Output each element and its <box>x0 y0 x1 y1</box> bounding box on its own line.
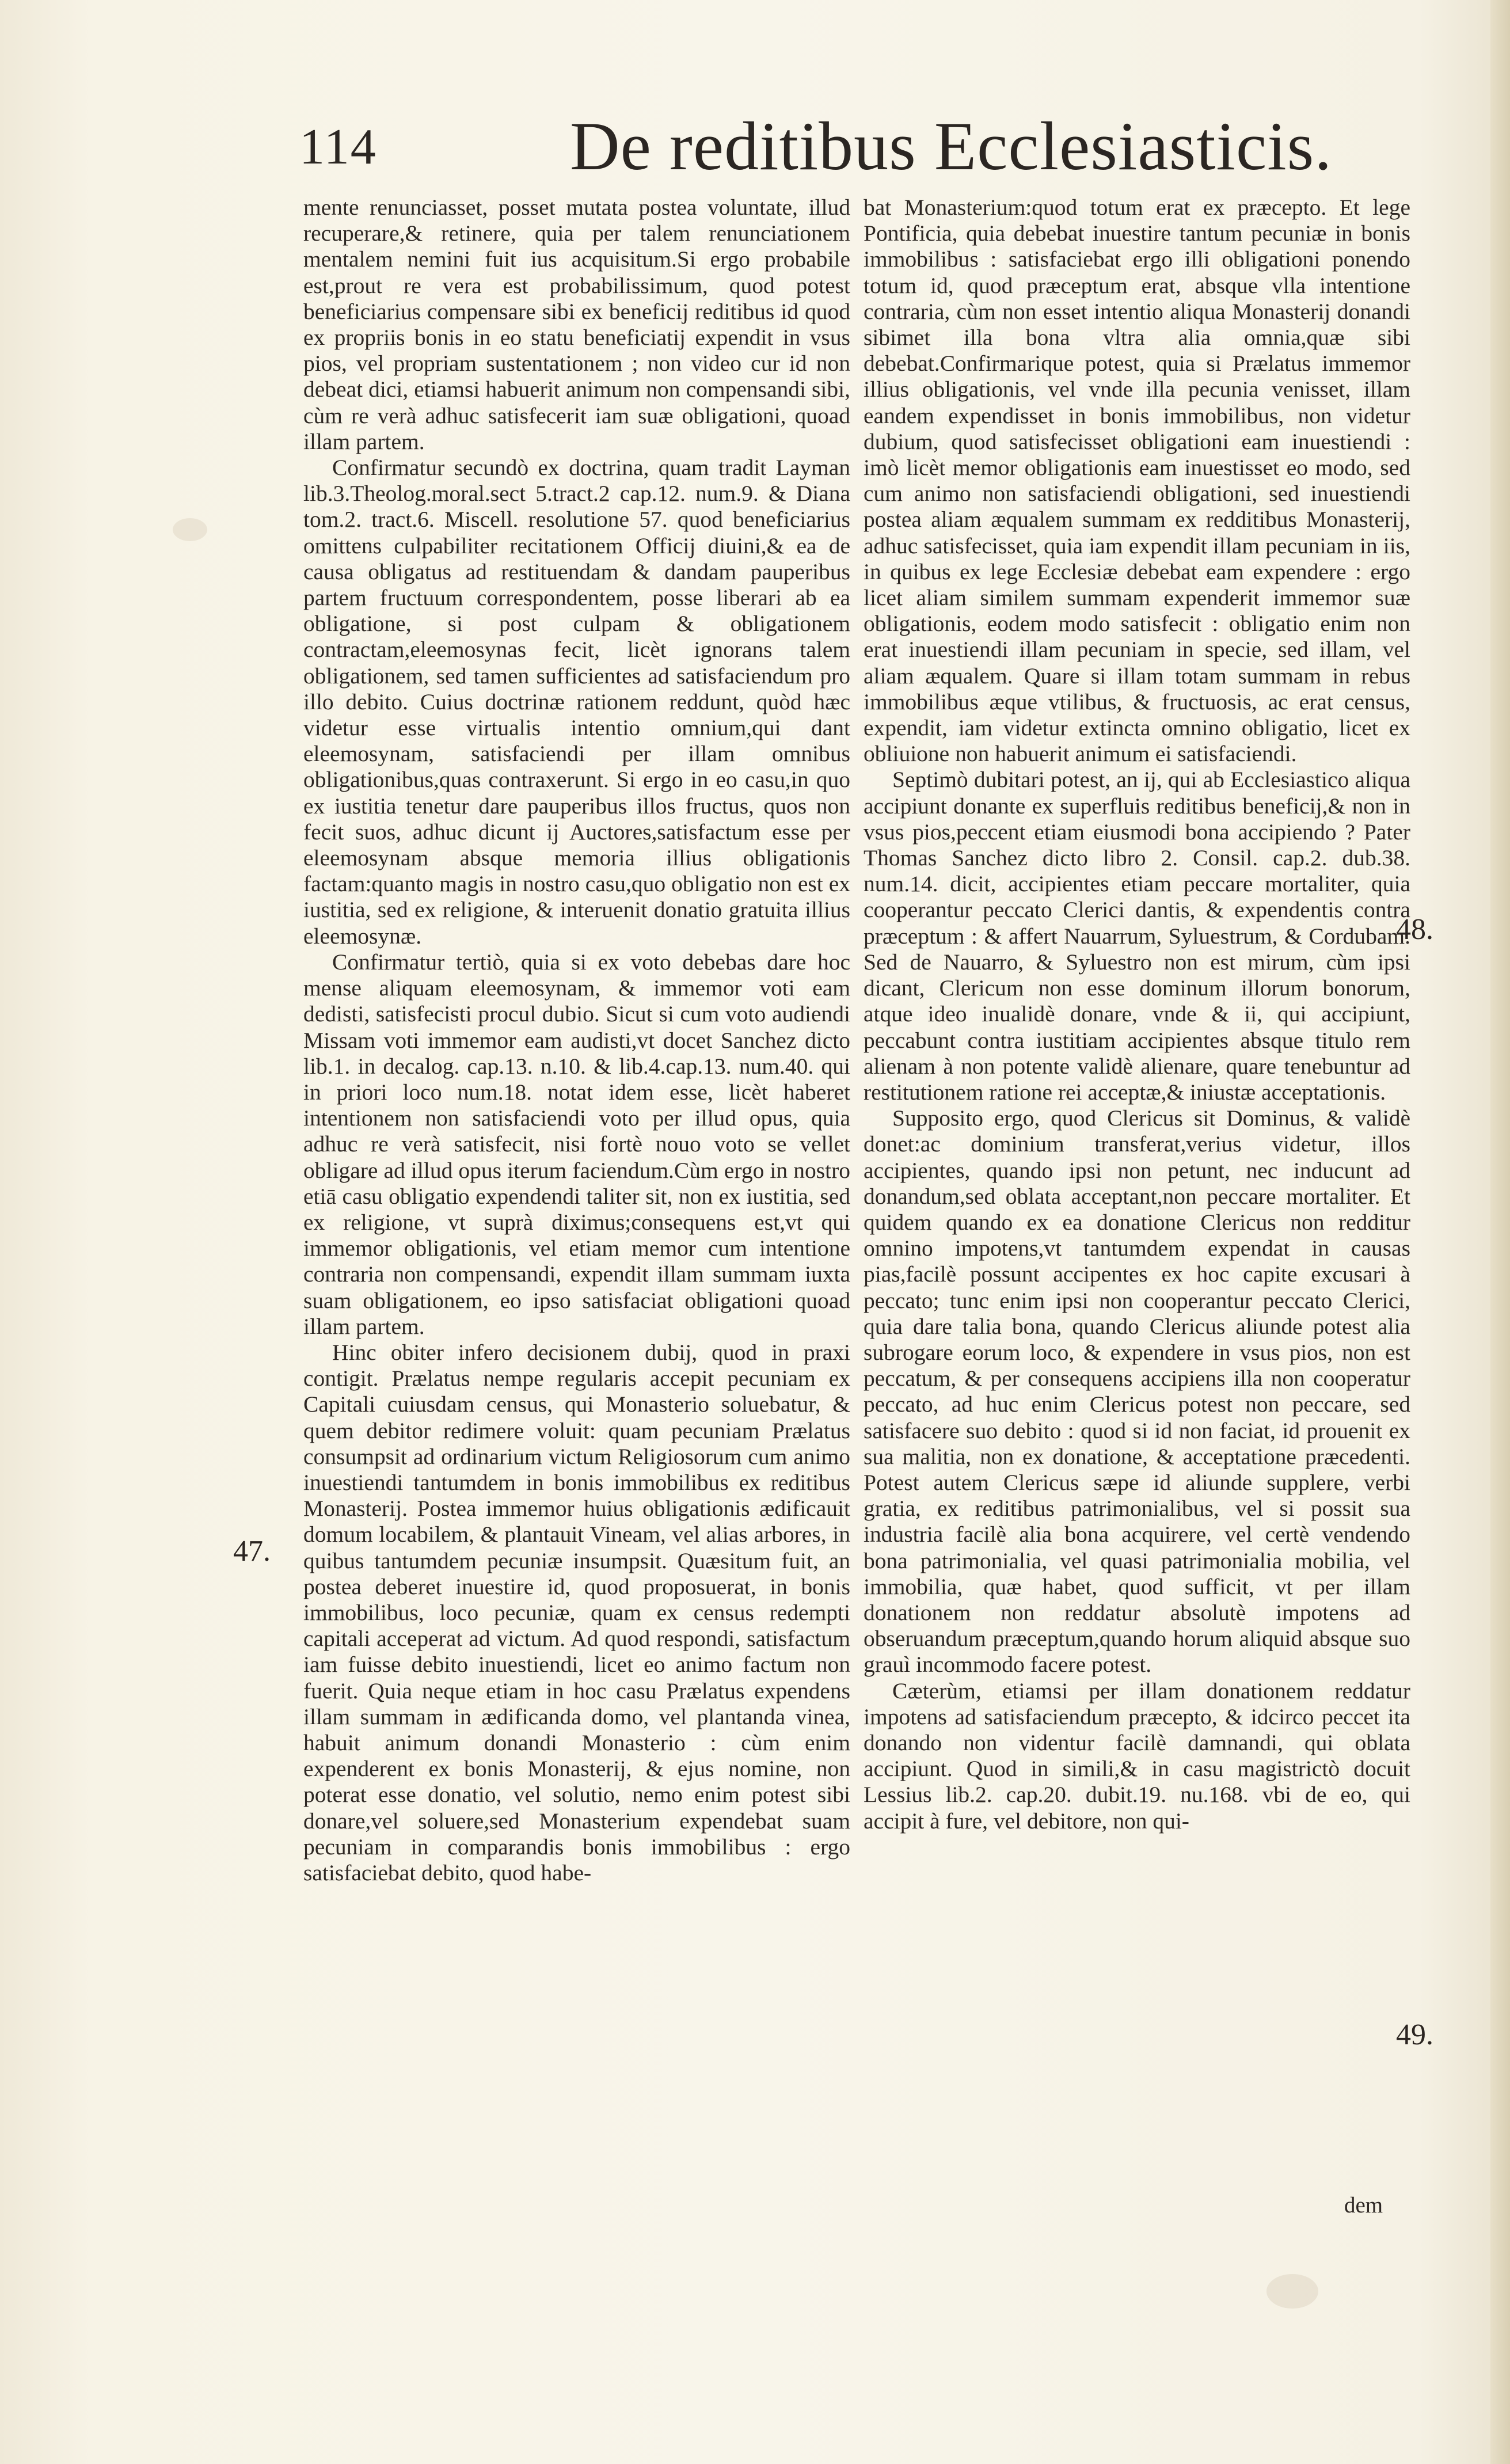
paragraph: Septimò dubitari potest, an ij, qui ab Ecclesiastico aliqua accipiunt donante ex superfluis reditibus beneficij,& non in vsus pios,peccent etiam eiusmodi bona accipiendo ? Pater Thomas Sanchez dicto libro 2. Consil. cap.2. dub.38. num.14. dicit, accipientes etiam peccare mortaliter, quia cooperantur peccato Clerici dantis, & expendentis contra præceptum : & affert Nauarrum, Syluestrum, & Cordubam. Sed de Nauarro, & Syluestro non est mirum, cùm ipsi dicant, Clericum non esse dominum illorum bonorum, atque ideo inualidè donare, vnde & ii, qui accipiunt, peccabunt contra iustitiam accipientes absque titulo rem alienam à non potente validè alienare, quare tenebuntur ad restitutionem ratione rei acceptæ,& iniustæ acceptationis. <box>864 767 1410 1105</box>
paragraph: Confirmatur tertiò, quia si ex voto debebas dare hoc mense aliquam eleemosynam, & immemor voti eam dedisti, satisfecisti procul dubio. Sicut si cum voto audiendi Missam voti immemor eam audisti,vt docet Sanchez dicto lib.1. in decalog. cap.13. n.10. & lib.4.cap.13. num.40. qui in priori loco num.18. notat idem esse, licèt haberet intentionem non satisfaciendi voto per illud opus, quia adhuc re verà satisfecit, nisi fortè nouo voto se vellet obligare ad illud opus iterum faciendum.Cùm ergo in nostro etiā casu obligatio expendendi taliter sit, non ex iustitia, sed ex religione, vt suprà diximus;consequens est,vt qui immemor obligationis, vel etiam memor cum intentione contraria non compensandi, expendit illam summam iuxta suam obligationem, eo ipso satisfaciat obligationi quoad illam partem. <box>303 949 850 1339</box>
paragraph: Hinc obiter infero decisionem dubij, quod in praxi contigit. Prælatus nempe regularis accepit pecuniam ex Capitali cuiusdam census, qui Monasterio soluebatur, & quem debitor redimere voluit: quam pecuniam Prælatus consumpsit ad ordinarium victum Religiosorum cum animo inuestiendi tantumdem in bonis immobilibus ex reditibus Monasterij. Postea immemor huius obligationis ædificauit domum locabilem, & plantauit Vineam, vel alias arbores, in quibus tantumdem pecuniæ insumpsit. Quæsitum fuit, an postea deberet inuestire id, quod proposuerat, in bonis immobilibus, loco pecuniæ, quam ex census redempti capitali acceperat ad victum. Ad quod respondi, satisfactum iam fuisse debito inuestiendi, licet eo animo factum non fuerit. Quia neque etiam in hoc casu Prælatus expendens illam summam in ædificanda domo, vel plantanda vinea, habuit animum donandi Monasterio : cùm enim expenderent ex bonis Monasterij, & ejus nomine, non poterat esse donatio, vel solutio, nemo enim potest sibi donare,vel soluere,sed Monasterium expendebat suam pecuniam in comparandis bonis immobilibus : ergo satisfaciebat debito, quod habe- <box>303 1339 850 1885</box>
running-title: De reditibus Ecclesiasticis. <box>570 108 1333 184</box>
left-column <box>303 195 850 1886</box>
page-header <box>299 107 1333 193</box>
catchword: dem <box>1344 2193 1383 2218</box>
margin-number-48: 48. <box>1396 913 1433 946</box>
folio-number: 114 <box>299 119 377 175</box>
paper-stain <box>173 518 207 541</box>
paragraph: bat Monasterium:quod totum erat ex præcepto. Et lege Pontificia, quia debebat inuestire tantum pecuniæ in bonis immobilibus : satisfaciebat ergo illi obligationi ponendo totum id, quod præceptum erat, absque vlla intentione contraria, cùm non esset intentio aliqua Monasterij donandi sibimet illa bona vltra alia omnia,quæ sibi debebat.Confirmarique potest, quia si Prælatus immemor illius obligationis, vel vnde illa pecunia venisset, illam eandem expendisset in bonis immobilibus, non videtur dubium, quod satisfecisset obligationi eam inuestiendi : imò licèt memor obligationis eam inuestisset eo modo, sed cum animo non satisfaciendi obligationi, sed inuestiendi postea aliam æqualem summam ex redditibus Monasterij, adhuc satisfecisset, quia iam expendit illam pecuniam in iis, in quibus ex lege Ecclesiæ debebat eam expendere : ergo licet aliam similem summam expenderit immemor suæ obligationis, eodem modo satisfecit : obligatio enim non erat inuestiendi illam pecuniam in specie, sed illam, vel aliam æqualem. Quare si illam totam summam in rebus immobilibus æque vtilibus, & fructuosis, ac erat census, expendit, iam videtur extincta omnino obligatio, licet ex obliuione non habuerit animum ei satisfaciendi. <box>864 195 1410 767</box>
paragraph: Cæterùm, etiamsi per illam donationem reddatur impotens ad satisfaciendum præcepto, & idcirco peccet ita donando non videntur facilè damnandi, qui oblata accipiunt. Quod in simili,& in casu magistrictò docuit Lessius lib.2. cap.20. dubit.19. nu.168. vbi de eo, qui accipit à fure, vel debitore, non qui- <box>864 1678 1410 1834</box>
right-column <box>864 195 1410 1834</box>
paragraph: Supposito ergo, quod Clericus sit Dominus, & validè donet:ac dominium transferat,verius videtur, illos accipientes, quando ipsi non petunt, nec inducunt ad donandum,sed oblata acceptant,non peccare mortaliter. Et quidem quando ex ea donatione Clericus non redditur omnino impotens,vt tantumdem expendat in causas pias,facilè possunt accipentes ex hoc capite excusari à peccato; tunc enim ipsi non cooperantur peccato Clerici, quia dare talia bona, quando Clericus aliunde potest alia subrogare eorum loco, & expendere in vsus pios, non est peccatum, & per consequens accipiens illa non cooperatur peccato, ad huc enim Clericus potest non peccare, sed satisfacere suo debito : quod si id non faciat, id prouenit ex sua malitia, non ex donatione, & acceptatione præcedenti. Potest autem Clericus sæpe id aliunde supplere, verbi gratia, ex reditibus patrimonialibus, vel si possit sua industria facilè alia bona acquirere, vel certè vendendo bona patrimonialia, vel quasi patrimonialia mobilia, vel immobilia, quæ habet, quod sufficit, vt per illam donationem non reddatur absolutè impotens ad obseruandum præceptum,quando horum aliquid absque suo grauì incommodo facere potest. <box>864 1105 1410 1678</box>
margin-number-49: 49. <box>1396 2018 1433 2051</box>
page-edge <box>1490 0 1510 2464</box>
paragraph: Confirmatur secundò ex doctrina, quam tradit Layman lib.3.Theolog.moral.sect 5.tract.2 cap.12. num.9. & Diana tom.2. tract.6. Miscell. resolutione 57. quod beneficiarius omittens culpabiliter recitationem Officij diuini,& ea de causa obligatus ad restituendam & dandam pauperibus partem fructuum correspondentem, posse liberari ab ea obligatione, si post culpam & obligationem contractam,eleemosynas fecit, licèt ignorans talem obligationem, sed tamen sufficientes ad satisfaciendum pro illo debito. Cuius doctrinæ rationem reddunt, quòd hæc videtur esse virtualis intentio omnium,qui dant eleemosynam, satisfaciendi per illam omnibus obligationibus,quas contraxerunt. Si ergo in eo casu,in quo ex iustitia tenetur dare pauperibus illos fructus, quos non fecit suos, adhuc dicunt ij Auctores,satisfactum esse per eleemosynam absque memoria illius obligationis factam:quanto magis in nostro casu,quo obligatio non est ex iustitia, sed ex religione, & interuenit donatio gratuita illius eleemosynæ. <box>303 455 850 949</box>
margin-number-47: 47. <box>233 1535 271 1568</box>
paragraph: mente renunciasset, posset mutata postea voluntate, illud recuperare,& retinere, quia per talem renunciationem mentalem nemini fuit ius acquisitum.Si ergo probabile est,prout re vera est probabilissimum, quod potest beneficiarius compensare sibi ex beneficij reditibus id quod ex propriis bonis in eo statu beneficiatij expendit in vsus pios, vel propriam sustentationem ; non video cur id non debeat dici, etiamsi habuerit animum non compensandi sibi, cùm re verà adhuc satisfecerit iam suæ obligationi, quoad illam partem. <box>303 195 850 454</box>
paper-stain <box>1266 2274 1318 2309</box>
